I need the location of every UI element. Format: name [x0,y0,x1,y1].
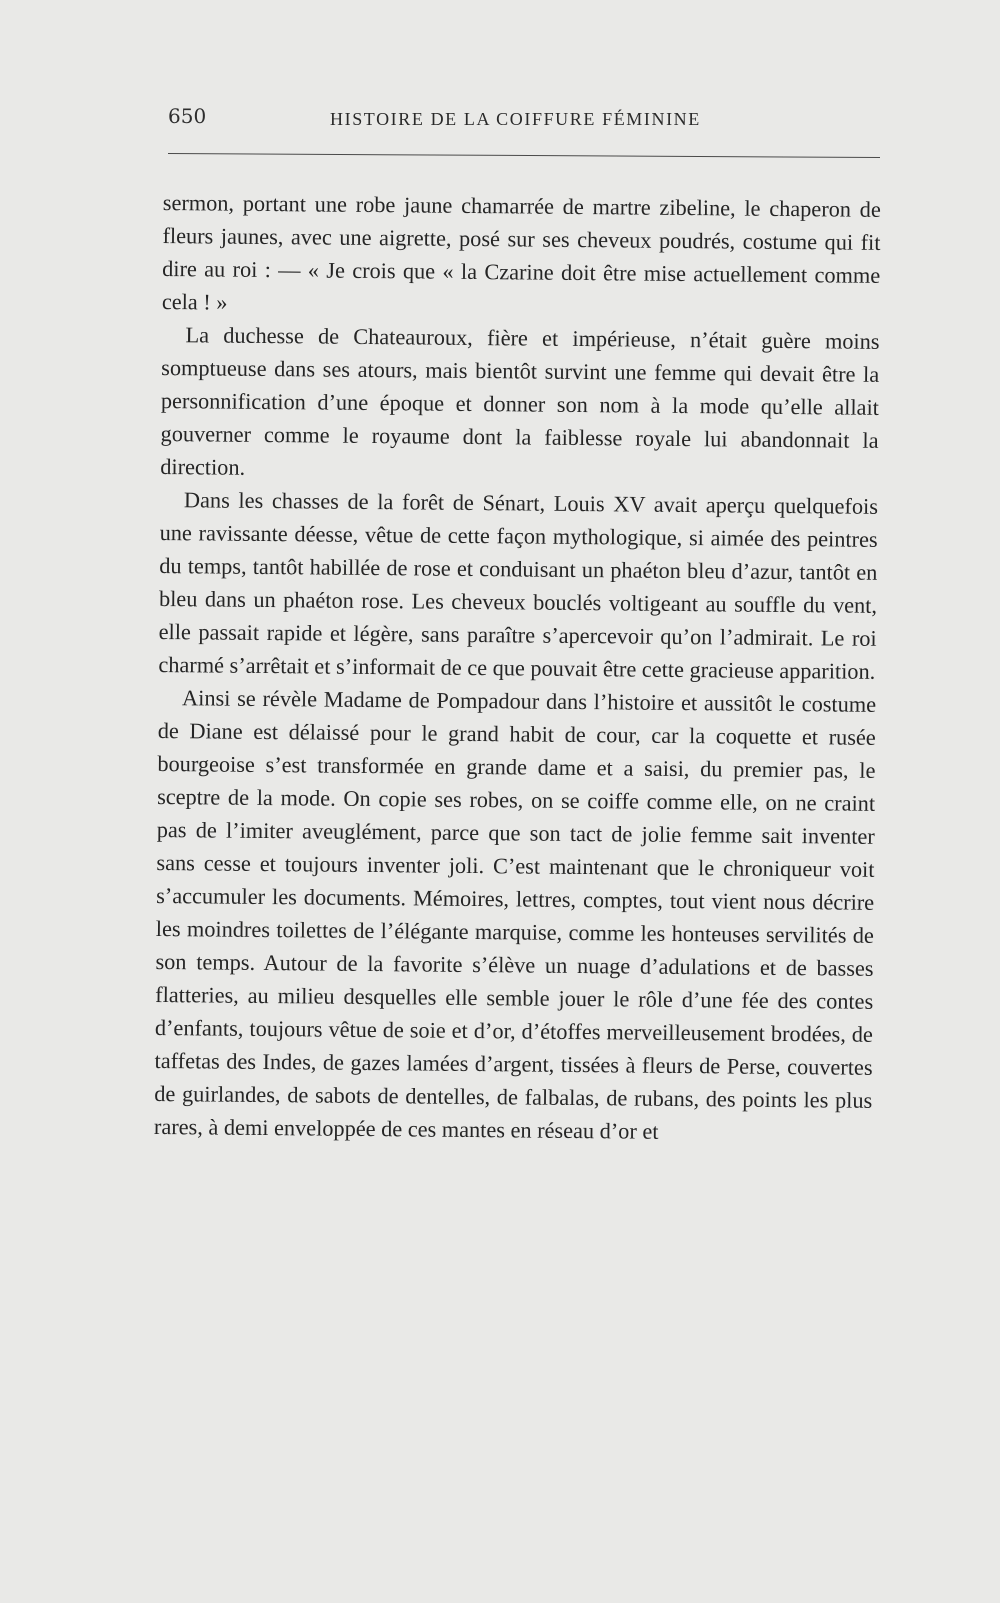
paragraph-4: Ainsi se révèle Madame de Pompadour dans l’histoire et aussitôt le costume de Diane est délaissé pour le grand habit de cour, car la coquette et rusée bourgeoise s’est transformée en grande dame et a saisi, du premier pas, le sceptre de la mode. On copie ses robes, on se coiffe comme elle, on ne craint pas de l’imiter aveuglément, parce que son tact de jolie femme sait inventer sans cesse et toujours inventer joli. C’est maintenant que le chroniqueur voit s’accumuler les documents. Mémoires, lettres, comptes, tout vient nous décrire les moindres toilettes de l’élégante marquise, comme les honteuses servilités de son temps. Autour de la favorite s’élève un nuage d’adulations et de basses flatteries, au milieu desquelles elle semble jouer le rôle d’une fée des contes d’enfants, toujours vêtue de soie et d’or, d’étoffes merveilleusement brodées, de taffetas des Indes, de gazes lamées d’argent, tissées à fleurs de Perse, couvertes de guirlandes, de sabots de dentelles, de falbalas, de rubans, des points les plus rares, à demi enveloppée de ces mantes en réseau d’or et [153,685,877,1144]
paragraph-3: Dans les chasses de la forêt de Sénart, Louis XV avait aperçu quelquefois une ravissante déesse, vêtue de cette façon mythologique, si aimée des peintres du temps, tantôt habillée de rose et conduisant un phaéton bleu d’azur, tantôt en bleu dans un phaéton rose. Les cheveux bouclés voltigeant au souffle du vent, elle passait rapide et légère, sans paraître s’apercevoir qu’on l’admirait. Le roi charmé s’arrêtait et s’informait de ce que pouvait être cette gracieuse apparition. [158,487,879,684]
header-rule [168,153,880,158]
paragraph-1: sermon, portant une robe jaune chamarrée de martre zibeline, le chaperon de fleurs jaunes, avec une aigrette, posé sur ses cheveux poudrés, costume qui fit dire au roi : — « Je crois que « la Czarine doit être mise actuellement comme cela ! » [161,189,881,315]
page-number: 650 [168,104,207,128]
paragraph-2: La duchesse de Chateauroux, fière et impérieuse, n’était guère moins somptueuse dans ses atours, mais bientôt survint une femme qui devait être la personnification d’une époque et donner son nom à la mode qu’elle allait gouverner comme le royaume dont la faiblesse royale lui abandonnait la direction. [160,322,880,480]
running-title: HISTOIRE DE LA COIFFURE FÉMININE [330,109,701,129]
body-text [152,186,881,1343]
